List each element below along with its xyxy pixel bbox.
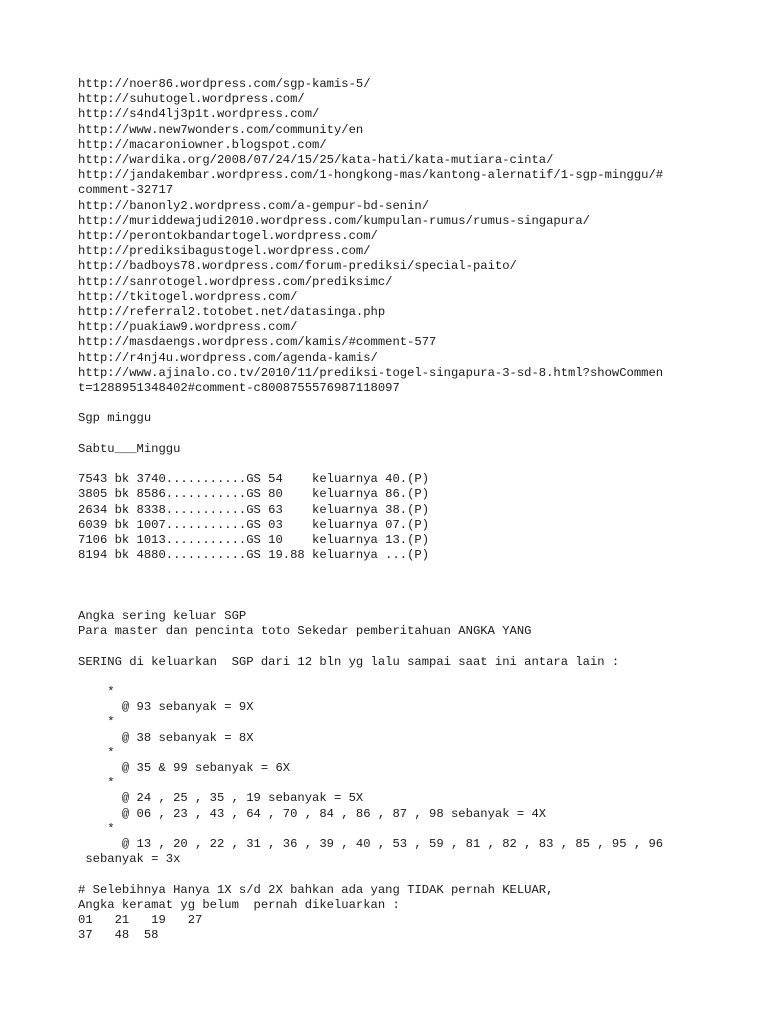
list-bullet: * — [78, 821, 115, 836]
link-list — [78, 77, 758, 396]
list-item: @ 93 sebanyak = 9X — [78, 700, 254, 715]
angka-intro: SERING di keluarkan SGP dari 12 bln yg lalu sampai saat ini antara lain : — [78, 654, 620, 669]
footer-line: # Selebihnya Hanya 1X s/d 2X bahkan ada yang TIDAK pernah KELUAR, — [78, 882, 554, 897]
link-line-continuation[interactable]: comment-32717 — [78, 183, 174, 198]
link-line[interactable]: http://perontokbandartogel.wordpress.com/ — [78, 229, 378, 244]
sgp-header: Sabtu___Minggu — [78, 441, 181, 456]
link-line[interactable]: http://www.ajinalo.co.tv/2010/11/prediksi-togel-singapura-3-sd-8.html?showCommen — [78, 365, 664, 380]
list-item-continuation: sebanyak = 3x — [78, 852, 181, 867]
spacer — [78, 670, 758, 685]
spacer — [78, 639, 758, 654]
angka-section — [78, 609, 758, 943]
link-line[interactable]: http://tkitogel.wordpress.com/ — [78, 289, 298, 304]
list-item: @ 24 , 25 , 35 , 19 sebanyak = 5X — [78, 791, 364, 806]
link-line[interactable]: http://puakiaw9.wordpress.com/ — [78, 320, 298, 335]
sgp-row: 6039 bk 1007...........GS 03 keluarnya 07.(P) — [78, 517, 430, 532]
list-bullet: * — [78, 715, 115, 730]
list-bullet: * — [78, 745, 115, 760]
angka-footer — [78, 883, 758, 944]
link-line[interactable]: http://sanrotogel.wordpress.com/prediksimc/ — [78, 274, 393, 289]
spacer — [78, 867, 758, 882]
spacer — [78, 396, 758, 411]
list-item: @ 13 , 20 , 22 , 31 , 36 , 39 , 40 , 53 , 59 , 81 , 82 , 83 , 85 , 95 , 96 — [78, 837, 664, 852]
link-line[interactable]: http://referral2.totobet.net/datasinga.php — [78, 305, 386, 320]
angka-list — [78, 685, 758, 867]
footer-line: Angka keramat yg belum pernah dikeluarkan : — [78, 897, 400, 912]
link-line[interactable]: http://banonly2.wordpress.com/a-gempur-bd-senin/ — [78, 198, 430, 213]
link-line[interactable]: http://suhutogel.wordpress.com/ — [78, 92, 305, 107]
link-line[interactable]: http://masdaengs.wordpress.com/kamis/#comment-577 — [78, 335, 437, 350]
link-line[interactable]: http://muriddewajudi2010.wordpress.com/kumpulan-rumus/rumus-singapura/ — [78, 213, 590, 228]
sgp-row: 7106 bk 1013...........GS 10 keluarnya 13.(P) — [78, 533, 430, 548]
spacer — [78, 427, 758, 442]
link-line[interactable]: http://prediksibagustogel.wordpress.com/ — [78, 244, 371, 259]
link-line[interactable]: http://badboys78.wordpress.com/forum-prediksi/special-paito/ — [78, 259, 517, 274]
list-item: @ 06 , 23 , 43 , 64 , 70 , 84 , 86 , 87 , 98 sebanyak = 4X — [78, 806, 547, 821]
link-line[interactable]: http://jandakembar.wordpress.com/1-hongkong-mas/kantong-alernatif/1-sgp-minggu/# — [78, 168, 664, 183]
list-bullet: * — [78, 685, 115, 700]
sgp-title: Sgp minggu — [78, 411, 152, 426]
sgp-row: 2634 bk 8338...........GS 63 keluarnya 38.(P) — [78, 502, 430, 517]
list-bullet: * — [78, 776, 115, 791]
angka-heading: Angka sering keluar SGP — [78, 609, 247, 624]
sgp-table — [78, 472, 758, 563]
footer-numbers: 01 21 19 27 — [78, 913, 203, 928]
sgp-row: 7543 bk 3740...........GS 54 keluarnya 40.(P) — [78, 472, 430, 487]
sgp-row: 8194 bk 4880...........GS 19.88 keluarnya ...(P) — [78, 548, 430, 563]
footer-numbers: 37 48 58 — [78, 928, 159, 943]
link-line[interactable]: http://s4nd4lj3p1t.wordpress.com/ — [78, 107, 320, 122]
document-page — [78, 77, 758, 943]
list-item: @ 35 & 99 sebanyak = 6X — [78, 761, 291, 776]
spacer — [78, 563, 758, 609]
sgp-section — [78, 411, 758, 563]
link-line[interactable]: http://macaroniowner.blogspot.com/ — [78, 137, 327, 152]
link-line-continuation[interactable]: t=1288951348402#comment-c8008755576987118097 — [78, 381, 400, 396]
link-line[interactable]: http://r4nj4u.wordpress.com/agenda-kamis/ — [78, 350, 378, 365]
link-line[interactable]: http://noer86.wordpress.com/sgp-kamis-5/ — [78, 77, 371, 91]
list-item: @ 38 sebanyak = 8X — [78, 730, 254, 745]
angka-intro: Para master dan pencinta toto Sekedar pemberitahuan ANGKA YANG — [78, 624, 532, 639]
spacer — [78, 457, 758, 472]
link-line[interactable]: http://www.new7wonders.com/community/en — [78, 122, 364, 137]
link-line[interactable]: http://wardika.org/2008/07/24/15/25/kata-hati/kata-mutiara-cinta/ — [78, 153, 554, 168]
sgp-row: 3805 bk 8586...........GS 80 keluarnya 86.(P) — [78, 487, 430, 502]
